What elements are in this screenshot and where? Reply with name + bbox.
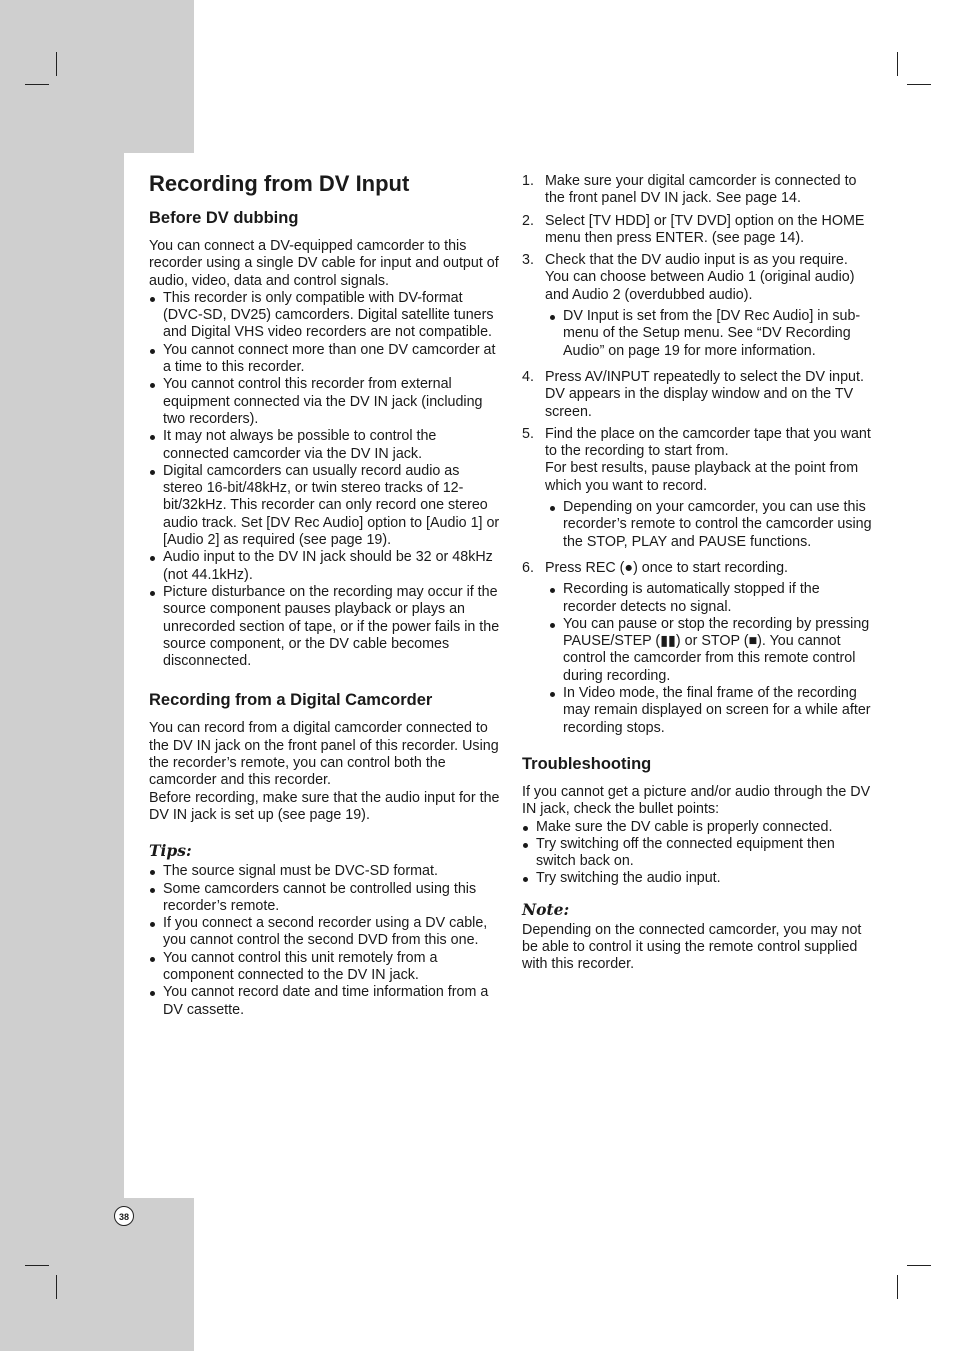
list-item: Make sure the DV cable is properly connected.: [522, 819, 874, 836]
list-item: In Video mode, the final frame of the recording may remain displayed on screen for a while after recording stops.: [545, 685, 874, 737]
step-text: Make sure your digital camcorder is connected to the front panel DV IN jack. See page 14.: [545, 173, 857, 207]
list-item: DV Input is set from the [DV Rec Audio] in sub-menu of the Setup menu. See “DV Recording Audio” on page 19 for more information.: [545, 308, 874, 360]
list-item: Picture disturbance on the recording may occur if the source component pauses playback or plays an unrecorded section of tape, or if the power fails in the source component, or the DV cable becomes disconnected.: [149, 584, 501, 670]
step-number: 5.: [522, 425, 534, 442]
crop-mark: [907, 84, 931, 85]
step-number: 2.: [522, 212, 534, 229]
page-number: 38: [114, 1206, 134, 1226]
step-text: Find the place on the camcorder tape that you want to the recording to start from.: [545, 425, 871, 460]
step-sub-list: [545, 308, 874, 360]
crop-mark: [25, 1265, 49, 1266]
before-dv-dubbing-heading: Before DV dubbing: [149, 209, 299, 227]
step-text: Check that the DV audio input is as you require. You can choose between Audio 1 (original audio) and Audio 2 (overdubbed audio).: [545, 252, 855, 303]
list-item: You cannot record date and time information from a DV cassette.: [149, 984, 501, 1019]
list-item: Try switching off the connected equipment then switch back on.: [522, 836, 874, 871]
margin-band-bottom: [0, 1198, 194, 1351]
note-text: Depending on the connected camcorder, you may not be able to control it using the remote control supplied with this recorder.: [522, 921, 862, 973]
list-item: You cannot control this unit remotely from a component connected to the DV IN jack.: [149, 950, 501, 985]
crop-mark: [897, 1275, 898, 1299]
list-item: Some camcorders cannot be controlled using this recorder’s remote.: [149, 881, 501, 916]
digital-paragraph-2: Before recording, make sure that the audio input for the DV IN jack is set up (see page 19).: [149, 789, 500, 823]
step-text: Select [TV HDD] or [TV DVD] option on the HOME menu then press ENTER. (see page 14).: [545, 212, 865, 246]
step-item: [522, 173, 874, 208]
step-number: 4.: [522, 368, 534, 385]
before-bullet-list: [149, 290, 501, 671]
step-item: [522, 426, 874, 551]
left-column: [149, 170, 501, 1019]
step-text: Press REC (●) once to start recording.: [545, 559, 789, 576]
list-item: You cannot control this recorder from external equipment connected via the DV IN jack (including two recorders).: [149, 376, 501, 428]
step-item: [522, 213, 874, 248]
step-sub-list: [545, 499, 874, 551]
before-intro: You can connect a DV-equipped camcorder to this recorder using a single DV cable for input and output of audio, video, data and control signals.: [149, 238, 499, 289]
steps-list: [522, 173, 874, 737]
crop-mark: [897, 52, 898, 76]
crop-mark: [56, 1275, 57, 1299]
crop-mark: [56, 52, 57, 76]
troubleshooting-list: [522, 819, 874, 888]
step-number: 3.: [522, 252, 534, 269]
margin-band-top: [0, 0, 194, 153]
troubleshooting-intro: If you cannot get a picture and/or audio through the DV IN jack, check the bullet points:: [522, 783, 871, 818]
list-item: If you connect a second recorder using a DV cable, you cannot control the second DVD from this one.: [149, 915, 501, 950]
troubleshooting-heading: Troubleshooting: [522, 754, 652, 773]
tips-list: [149, 863, 501, 1019]
list-item: The source signal must be DVC-SD format.: [149, 863, 501, 880]
list-item: You can pause or stop the recording by pressing PAUSE/STEP (▮▮) or STOP (■). You cannot control the camcorder from this remote control during recording.: [545, 616, 874, 685]
tips-heading: Tips:: [149, 841, 192, 861]
right-column: [522, 173, 874, 974]
step-number: 6.: [522, 559, 534, 576]
step-item: [522, 252, 874, 360]
note-heading: Note:: [522, 899, 570, 919]
list-item: Audio input to the DV IN jack should be 32 or 48kHz (not 44.1kHz).: [149, 549, 501, 584]
list-item: This recorder is only compatible with DV-format (DVC-SD, DV25) camcorders. Digital satellite tuners and Digital VHS video recorders are not compatible.: [149, 290, 501, 342]
list-item: It may not always be possible to control the connected camcorder via the DV IN jack.: [149, 428, 501, 463]
digital-camcorder-heading: Recording from a Digital Camcorder: [149, 691, 433, 710]
crop-mark: [25, 84, 49, 85]
step-item: [522, 560, 874, 737]
list-item: Depending on your camcorder, you can use this recorder’s remote to control the camcorder using the STOP, PLAY and PAUSE functions.: [545, 499, 874, 551]
list-item: Try switching the audio input.: [522, 870, 874, 887]
step-number: 1.: [522, 173, 534, 189]
step-sub-list: [545, 581, 874, 737]
digital-paragraph-1: You can record from a digital camcorder connected to the DV IN jack on the front panel of this recorder. Using the recorder’s remote, you can control both the camcorder and this recorder.: [149, 720, 499, 789]
list-item: Recording is automatically stopped if the recorder detects no signal.: [545, 581, 874, 616]
step-text-continued: For best results, pause playback at the point from which you want to record.: [545, 460, 859, 494]
margin-band: [0, 153, 124, 1198]
list-item: You cannot connect more than one DV camcorder at a time to this recorder.: [149, 342, 501, 377]
step-item: [522, 369, 874, 421]
list-item: Digital camcorders can usually record audio as stereo 16-bit/48kHz, or twin stereo tracks of 12-bit/32kHz. This recorder can only record one stereo audio track. Set [DV Rec Audio] option to [Audio 1] or [Audio 2] as required (see page 19).: [149, 463, 501, 549]
step-text: Press AV/INPUT repeatedly to select the DV input. DV appears in the display window and on the TV screen.: [545, 368, 864, 420]
page-title: Recording from DV Input: [149, 171, 410, 196]
crop-mark: [907, 1265, 931, 1266]
